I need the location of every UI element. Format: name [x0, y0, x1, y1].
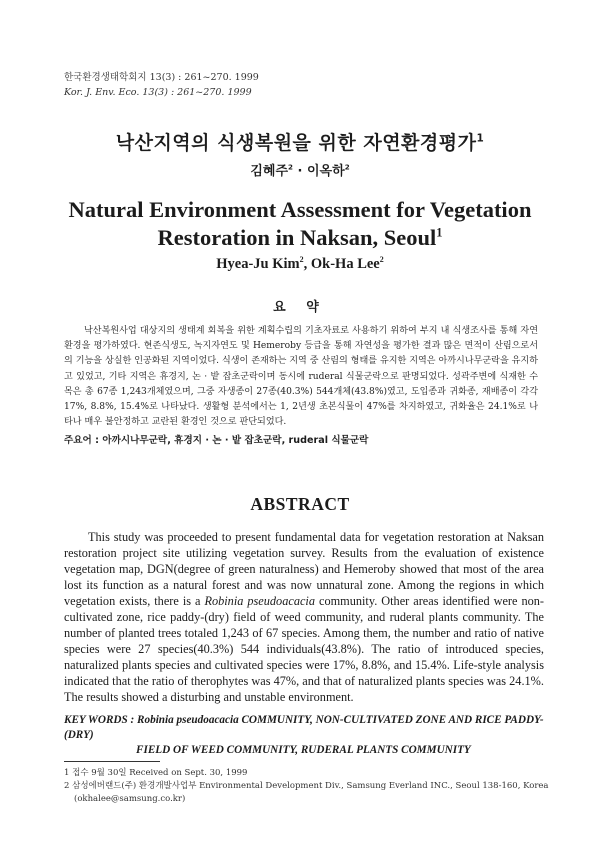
- author-en-1-mark: 2: [299, 255, 304, 265]
- english-keywords-line-1: KEY WORDS : Robinia pseudoacacia COMMUNITY, NON-CULTIVATED ZONE AND RICE PADDY-(DRY): [64, 714, 544, 741]
- journal-citation-korean: 한국환경생태학회지 13(3) : 261~270. 1999: [64, 72, 259, 83]
- journal-header: [64, 70, 259, 100]
- author-en-2: Ok-Ha Lee: [310, 256, 380, 272]
- english-keywords: [64, 713, 544, 758]
- author-en-1: Hyea-Ju Kim: [216, 256, 300, 272]
- author-ko-1-mark: 2: [288, 162, 293, 172]
- english-title-line-2: Restoration in Naksan, Seoul: [157, 225, 437, 250]
- author-en-separator: ,: [303, 256, 311, 272]
- english-abstract-part-1: This study was proceeded to present fundamental data for vegetation restoration at Naksan restoration project site utilizing vegetation survey. Results from the evaluation of existence vegetation map, DGN(degree of green naturalness) and Hemeroby showed that most of the area lost its function as a natural forest and was now unnatural zone. Among the regions in which vegetation exists, there is a: [64, 530, 544, 608]
- author-en-2-mark: 2: [379, 255, 384, 265]
- korean-title: [0, 128, 600, 155]
- english-title-line-1: Natural Environment Assessment for Vegetation: [68, 197, 532, 222]
- footnote-2-email: (okhalee@samsung.co.kr): [74, 794, 186, 804]
- author-ko-2-mark: 2: [344, 162, 350, 172]
- korean-authors: [0, 160, 600, 179]
- korean-abstract-heading: 요 약: [273, 300, 327, 315]
- author-ko-separator: ·: [293, 164, 307, 179]
- footnote-2: 2 삼성에버랜드(주) 환경개발사업부 Environmental Development Div., Samsung Everland INC., Seoul 138-160, Korea: [64, 781, 549, 791]
- english-abstract-body: [64, 529, 544, 705]
- english-keywords-line-2: FIELD OF WEED COMMUNITY, RUDERAL PLANTS COMMUNITY: [136, 744, 471, 756]
- footnote-1: 1 접수 9월 30일 Received on Sept. 30, 1999: [64, 768, 248, 778]
- english-title-line-2-wrap: [0, 224, 600, 252]
- korean-title-footnote-mark: 1: [476, 132, 485, 145]
- korean-abstract-body: 낙산복원사업 대상지의 생태계 회복을 위한 계획수립의 기초자료로 사용하기 위하여 부지 내 식생조사를 통해 자연환경을 평가하였다. 현존식생도, 녹지자연도 및 Hemeroby 등급을 통해 자연성을 평가한 결과 많은 면적이 산림으로서의 기능을 상실한 인공화된 지역이었다. 식생이 존재하는 지역 중 산림의 형태를 유지한 지역은 아까시나무군락을 유지하고 있었고, 기타 지역은 휴경지, 논 · 밭 잡초군락이며 동시에 ruderal 식물군락으로 판명되었다. 성곽주변에 식재한 수목은 총 67종 1,243개체였으며, 그중 자생종이 27종(40.3%) 544개체(43.8%)였고, 도입종과 귀화종, 재배종이 각각 17%, 8.8%, 15.4%로 나타났다. 생활형 분석에서는 1, 2년생 초본식물이 47%를 차지하였고, 귀화율은 24.1%로 나타나 매우 불안정하고 교란된 환경인 것으로 판단되었다.: [64, 326, 538, 428]
- footnotes: [64, 767, 554, 806]
- english-title-footnote-mark: 1: [436, 225, 443, 240]
- english-title: [0, 196, 600, 252]
- korean-title-text: 낙산지역의 식생복원을 위한 자연환경평가: [115, 132, 477, 154]
- english-authors: [0, 256, 600, 273]
- footnote-divider: [64, 761, 160, 762]
- english-abstract-part-2: community. Other areas identified were non-cultivated zone, rice paddy-(dry) field of weed community, and ruderal plants community. The number of planted trees totaled 1,243 of 67 species. Among them, the number and ratio of native species were 27 species(40.3%) 544 individuals(43.8%). The ratio of introduced species, naturalized plants species and cultivated species were 17%, 8.8%, and 15.4%. Life-style analysis indicated that the ratio of therophytes was 47%, and that of naturalized plants species was 24.1%. The results showed a disturbing and unstable environment.: [64, 594, 544, 704]
- english-abstract-species: Robinia pseudoacacia: [204, 594, 315, 608]
- journal-citation-english: Kor. J. Env. Eco. 13(3) : 261~270. 1999: [64, 87, 252, 98]
- author-ko-2: 이옥하: [307, 164, 345, 179]
- korean-keywords: 주요어 : 아까시나무군락, 휴경지 · 논 · 밭 잡초군락, ruderal 식물군락: [64, 435, 369, 446]
- abstract-heading: ABSTRACT: [250, 494, 350, 514]
- author-ko-1: 김혜주: [250, 164, 289, 179]
